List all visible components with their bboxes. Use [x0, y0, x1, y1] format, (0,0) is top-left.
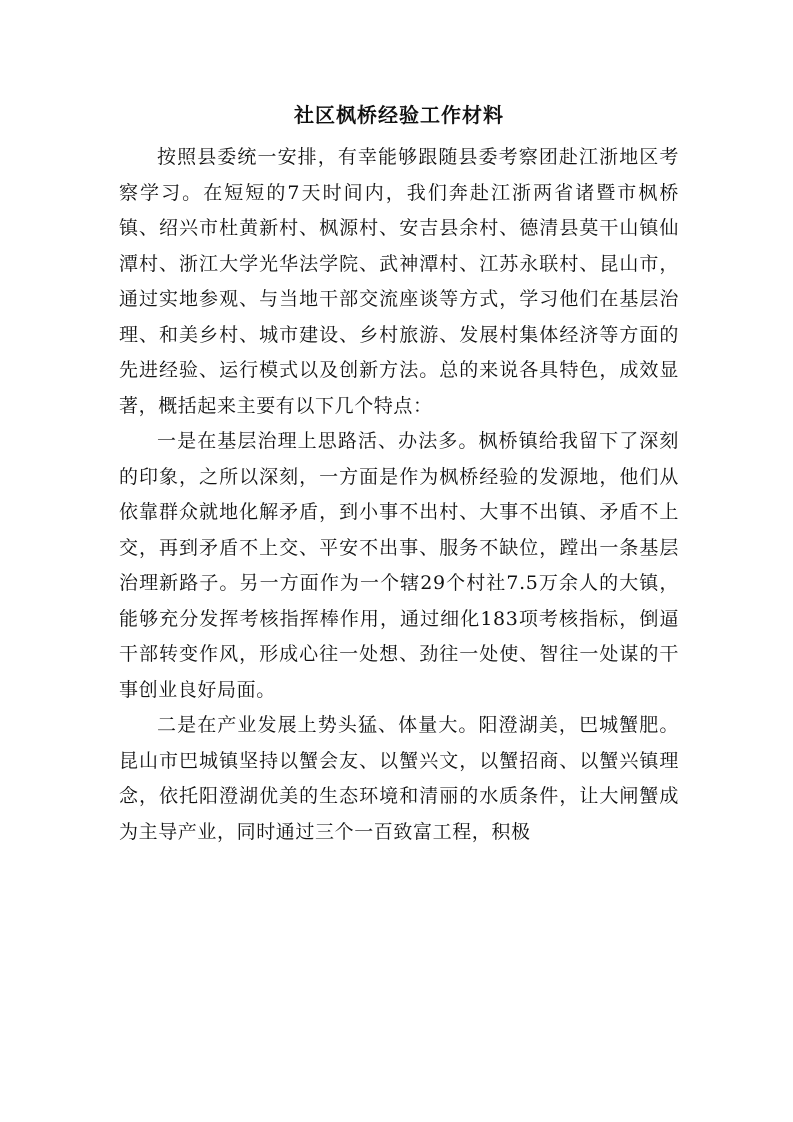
paragraph-governance: 一是在基层治理上思路活、办法多。枫桥镇给我留下了深刻的印象，之所以深刻，一方面是作为枫桥经验的发源地，他们从依靠群众就地化解矛盾，到小事不出村、大事不出镇、矛盾不上交，再到矛盾不上交、平安不出事、服务不缺位，蹚出一条基层治理新路子。另一方面作为一个辖29个村社7.5万余人的大镇，能够充分发挥考核指挥棒作用，通过细化183项考核指标，倒逼干部转变作风，形成心往一处想、劲往一处使、智往一处谋的干事创业良好局面。: [119, 430, 679, 701]
document-body: [119, 96, 679, 850]
paragraph-industry: 二是在产业发展上势头猛、体量大。阳澄湖美，巴城蟹肥。昆山市巴城镇坚持以蟹会友、以蟹兴文，以蟹招商、以蟹兴镇理念，依托阳澄湖优美的生态环境和清丽的水质条件，让大闸蟹成为主导产业，同时通过三个一百致富工程，积极: [119, 714, 679, 843]
paragraph-intro: 按照县委统一安排，有幸能够跟随县委考察团赴江浙地区考察学习。在短短的7天时间内，我们奔赴江浙两省诸暨市枫桥镇、绍兴市杜黄新村、枫源村、安吉县余村、德清县莫干山镇仙潭村、浙江大学光华法学院、武神潭村、江苏永联村、昆山市，通过实地参观、与当地干部交流座谈等方式，学习他们在基层治理、和美乡村、城市建设、乡村旅游、发展村集体经济等方面的先进经验、运行模式以及创新方法。总的来说各具特色，成效显著，概括起来主要有以下几个特点：: [119, 146, 679, 417]
document-title: 社区枫桥经验工作材料: [294, 103, 504, 127]
